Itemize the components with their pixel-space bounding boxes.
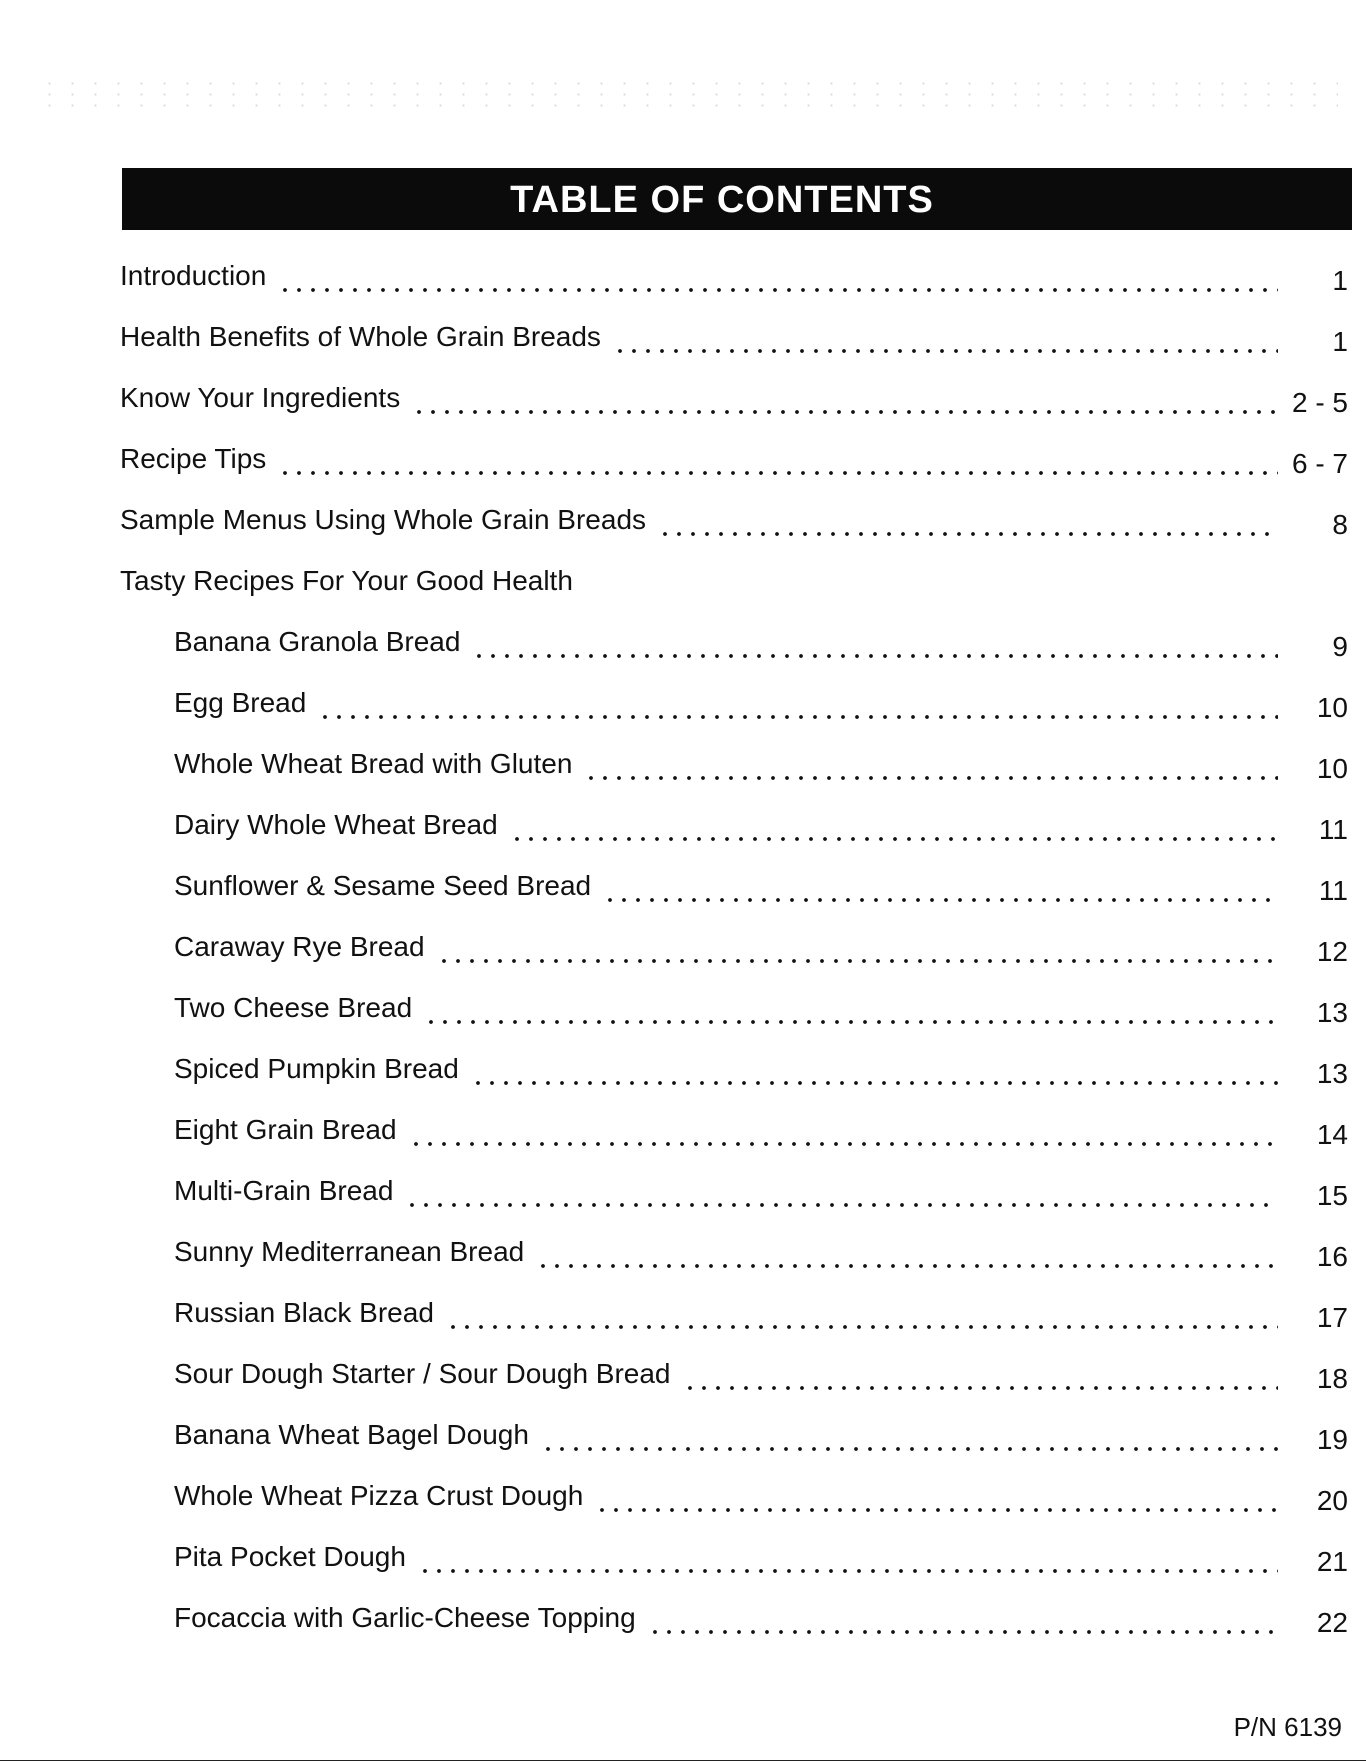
leader-dots [409,1118,1278,1152]
part-number: P/N 6139 [1233,1712,1342,1742]
toc-entry-title: Caraway Rye Bread [174,931,425,962]
toc-entry-title: Sunny Mediterranean Bread [174,1236,525,1267]
leader-dots [536,1240,1278,1274]
toc-entry-page: 14 [1316,1119,1348,1150]
leader-dots [278,264,1278,298]
toc-entry-title: Sour Dough Starter / Sour Dough Bread [174,1358,671,1389]
toc-entry [120,725,1348,786]
leader-dots [318,691,1278,725]
toc-entry-title: Whole Wheat Pizza Crust Dough [174,1480,584,1511]
title-banner [122,168,1352,230]
leader-dots [278,447,1278,481]
toc-entry [120,1091,1348,1152]
leader-dots [613,325,1278,359]
toc-entry-page: 13 [1316,997,1348,1028]
toc-entry [120,664,1348,725]
toc-entry [120,1457,1348,1518]
toc-entry-page: 11 [1318,875,1348,906]
toc-entry-title: Spiced Pumpkin Bread [174,1053,459,1084]
toc-entry-page: 15 [1316,1180,1348,1211]
toc-entry-page: 2 - 5 [1291,387,1348,418]
toc-entry [120,1396,1348,1457]
toc-entry [120,481,1348,542]
toc-entry-title: Egg Bread [174,687,307,718]
toc-entry-title: Two Cheese Bread [174,992,413,1023]
leader-dots [683,1362,1278,1396]
toc-entry-title: Introduction [120,260,267,291]
toc-entry-title: Tasty Recipes For Your Good Health [120,565,573,596]
toc-entry [120,969,1348,1030]
toc-entry [120,786,1348,847]
toc-section-heading [120,542,1348,603]
leader-dots [648,1606,1278,1640]
toc-entry-title: Banana Wheat Bagel Dough [174,1419,529,1450]
toc-entry-page: 19 [1316,1424,1348,1455]
toc-entry [120,1213,1348,1274]
leader-dots [437,935,1278,969]
toc-entry-page: 21 [1316,1546,1348,1577]
leader-dots [412,386,1278,420]
toc-entry-title: Health Benefits of Whole Grain Breads [120,321,601,352]
toc-entry-page: 6 - 7 [1291,448,1348,479]
leader-dots [510,813,1278,847]
toc-entry [120,908,1348,969]
toc-entry-title: Whole Wheat Bread with Gluten [174,748,573,779]
page-title: TABLE OF CONTENTS [510,178,934,221]
toc-entry-title: Recipe Tips [120,443,267,474]
toc-entry-title: Focaccia with Garlic-Cheese Topping [174,1602,636,1633]
toc-entry-page: 12 [1316,936,1348,967]
toc-entry-title: Eight Grain Bread [174,1114,397,1145]
toc-entry-title: Sample Menus Using Whole Grain Breads [120,504,647,535]
toc-entry-page: 22 [1316,1607,1348,1638]
toc-entry-page: 1 [1332,326,1348,357]
toc-entry-title: Pita Pocket Dough [174,1541,406,1572]
toc-entry-page: 17 [1316,1302,1348,1333]
table-of-contents [120,237,1348,1640]
toc-entry [120,1335,1348,1396]
toc-entry [120,1274,1348,1335]
leader-dots [405,1179,1278,1213]
toc-entry [120,298,1348,359]
toc-entry-page: 16 [1316,1241,1348,1272]
leader-dots [424,996,1278,1030]
toc-entry [120,1579,1348,1640]
leader-dots [418,1545,1278,1579]
toc-entry [120,1030,1348,1091]
leader-dots [584,752,1278,786]
toc-entry-title: Multi-Grain Bread [174,1175,394,1206]
toc-entry-title: Russian Black Bread [174,1297,434,1328]
toc-entry-title: Dairy Whole Wheat Bread [174,809,498,840]
leader-dots [471,1057,1278,1091]
toc-entry-page: 13 [1316,1058,1348,1089]
toc-entry-page: 10 [1316,692,1348,723]
toc-entry-title: Banana Granola Bread [174,626,461,657]
toc-entry-page: 18 [1316,1363,1348,1394]
toc-entry [120,603,1348,664]
toc-entry-page: 10 [1316,753,1348,784]
toc-entry-page: 20 [1316,1485,1348,1516]
toc-entry-page: 11 [1318,814,1348,845]
toc-entry [120,237,1348,298]
toc-entry [120,420,1348,481]
leader-dots [472,630,1278,664]
toc-entry-page: 9 [1332,631,1348,662]
leader-dots [658,508,1278,542]
leader-dots [603,874,1278,908]
leader-dots [541,1423,1278,1457]
toc-entry-page: 1 [1332,265,1348,296]
toc-entry [120,1518,1348,1579]
toc-entry-page: 8 [1332,509,1348,540]
toc-entry-title: Sunflower & Sesame Seed Bread [174,870,592,901]
leader-dots [595,1484,1278,1518]
toc-entry [120,359,1348,420]
scan-noise [38,78,1338,108]
toc-entry-title: Know Your Ingredients [120,382,401,413]
toc-entry [120,847,1348,908]
leader-dots [446,1301,1278,1335]
toc-entry [120,1152,1348,1213]
